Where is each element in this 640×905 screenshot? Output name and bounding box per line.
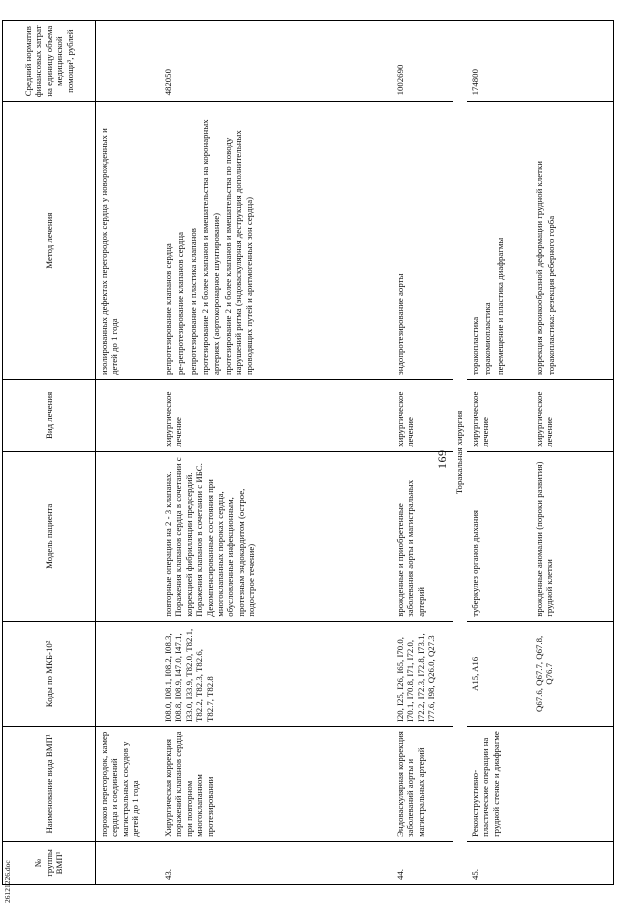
table-row (467, 21, 531, 885)
row-45-name: Реконструктивно-пластические операции на грудной стенке и диафрагме (467, 727, 531, 842)
row-43-model: повторные операции на 2 - 3 клапанах. Поражения клапанов сердца в сочетании с коррекцией фибрилляции предсердий. Поражения клапанов в сочетании с ИБС. Декомпенсированные состояния при многоклапанных пороках сердца, обусловленные инфекционным, протезным эндокардитом (острое, подострое течение) (160, 451, 392, 621)
row-45-model-a: туберкулез органов дыхания (467, 451, 531, 621)
row-43-number: 43. (160, 841, 392, 884)
table-row (392, 21, 453, 885)
row-45-type-a: хирургическое лечение (467, 380, 531, 452)
table-row (96, 21, 161, 885)
method-item: перемещение и пластика диафрагмы (494, 237, 505, 376)
row-44-method: эндопротезирование аорты (392, 102, 453, 380)
header-group-number: № группы ВМП¹ (3, 841, 96, 884)
row-44-cost: 1002690 (392, 21, 453, 102)
header-treatment-method: Метод лечения (3, 102, 96, 380)
row-cont-name: пороков перегородок, камер сердца и соединений магистральных сосудов у детей до 1 года (96, 727, 161, 842)
row-45-number: 45. (467, 841, 531, 884)
row-44-number: 44. (392, 841, 453, 884)
header-patient-model: Модель пациента (3, 451, 96, 621)
method-item: коррекция воронкообразной деформации грудной клетки (534, 161, 544, 376)
document-filename: 26121226.doc (3, 860, 12, 903)
vmp-table (2, 20, 614, 885)
method-item: торакопластика: резекция реберного горба (546, 215, 557, 376)
row-cont-method: изолированных дефектах перегородок сердца у новорожденных и детей до 1 года (96, 102, 161, 380)
row-45-model-b: врожденные аномалии (пороки развития) грудной клетки (531, 451, 614, 621)
table-header-row (3, 21, 96, 885)
method-item: репротезирование клапанов сердца (163, 243, 173, 376)
page-number: 169 (435, 449, 449, 469)
table-row (531, 21, 614, 885)
header-treatment-type: Вид лечения (3, 380, 96, 452)
header-vmp-name: Наименование вида ВМП¹ (3, 727, 96, 842)
method-item: протезирование 2 и более клапанов и вмешательства по поводу нарушений ритма (эндоваскулярная деструкция дополнительных проводящих путей и аритмогенных зон сердца) (222, 130, 254, 376)
row-45-codes-b: Q67.6, Q67.7, Q67.8, Q76.7 (531, 621, 614, 726)
row-45-type-b: хирургическое лечение (531, 380, 614, 452)
row-43-codes: I08.0, I08.1, I08.2, I08.3, I08.8, I08.9, I47.0, I47.1, I33.0, I33.9, T82.0, T82.1, T82.2, T82.3, T82.6, T82.7, T82.8 (160, 621, 392, 726)
row-45-methods-a (467, 102, 531, 380)
table-row (160, 21, 392, 885)
method-item: торакопластика (470, 316, 480, 376)
row-43-name: Хирургическая коррекция поражений клапанов сердца при повторном многоклапанном протезировании (160, 727, 392, 842)
section-row (453, 21, 467, 885)
header-icd-codes: Коды по МКБ-10² (3, 621, 96, 726)
method-item: протезирование 2 и более клапанов и вмешательства на коронарных артериях (аортокоронарное шунтирование) (200, 119, 221, 376)
row-43-type: хирургическое лечение (160, 380, 392, 452)
row-44-name: Эндоваскулярная коррекция заболеваний аорты и магистральных артерий (392, 727, 453, 842)
row-44-type: хирургическое лечение (392, 380, 453, 452)
section-title: Торакальная хирургия (453, 21, 467, 885)
row-43-methods (160, 102, 392, 380)
row-43-cost: 482050 (160, 21, 392, 102)
row-45-codes-a: A15, A16 (467, 621, 531, 726)
row-45-cost: 174800 (467, 21, 531, 102)
method-item: торакомиопластика (482, 302, 493, 376)
row-44-codes: I20, I25, I26, I65, I70.0, I70.1, I70.8, I71, I72.0, I72.2, I72.3, I72.8, I73.1, I77.6, I98, Q26.0, Q27.3 (392, 621, 453, 726)
row-44-model: врожденные и приобретенные заболевания аорты и магистральных артерий (392, 451, 453, 621)
row-45-methods-b (531, 102, 614, 380)
method-item: репротезирование и пластика клапанов (187, 228, 198, 376)
header-cost-norm: Средний норматив финансовых затрат на единицу объема медицинской помощи³, рублей (3, 21, 96, 102)
method-item: ре-репротезирование клапанов сердца (175, 232, 186, 376)
